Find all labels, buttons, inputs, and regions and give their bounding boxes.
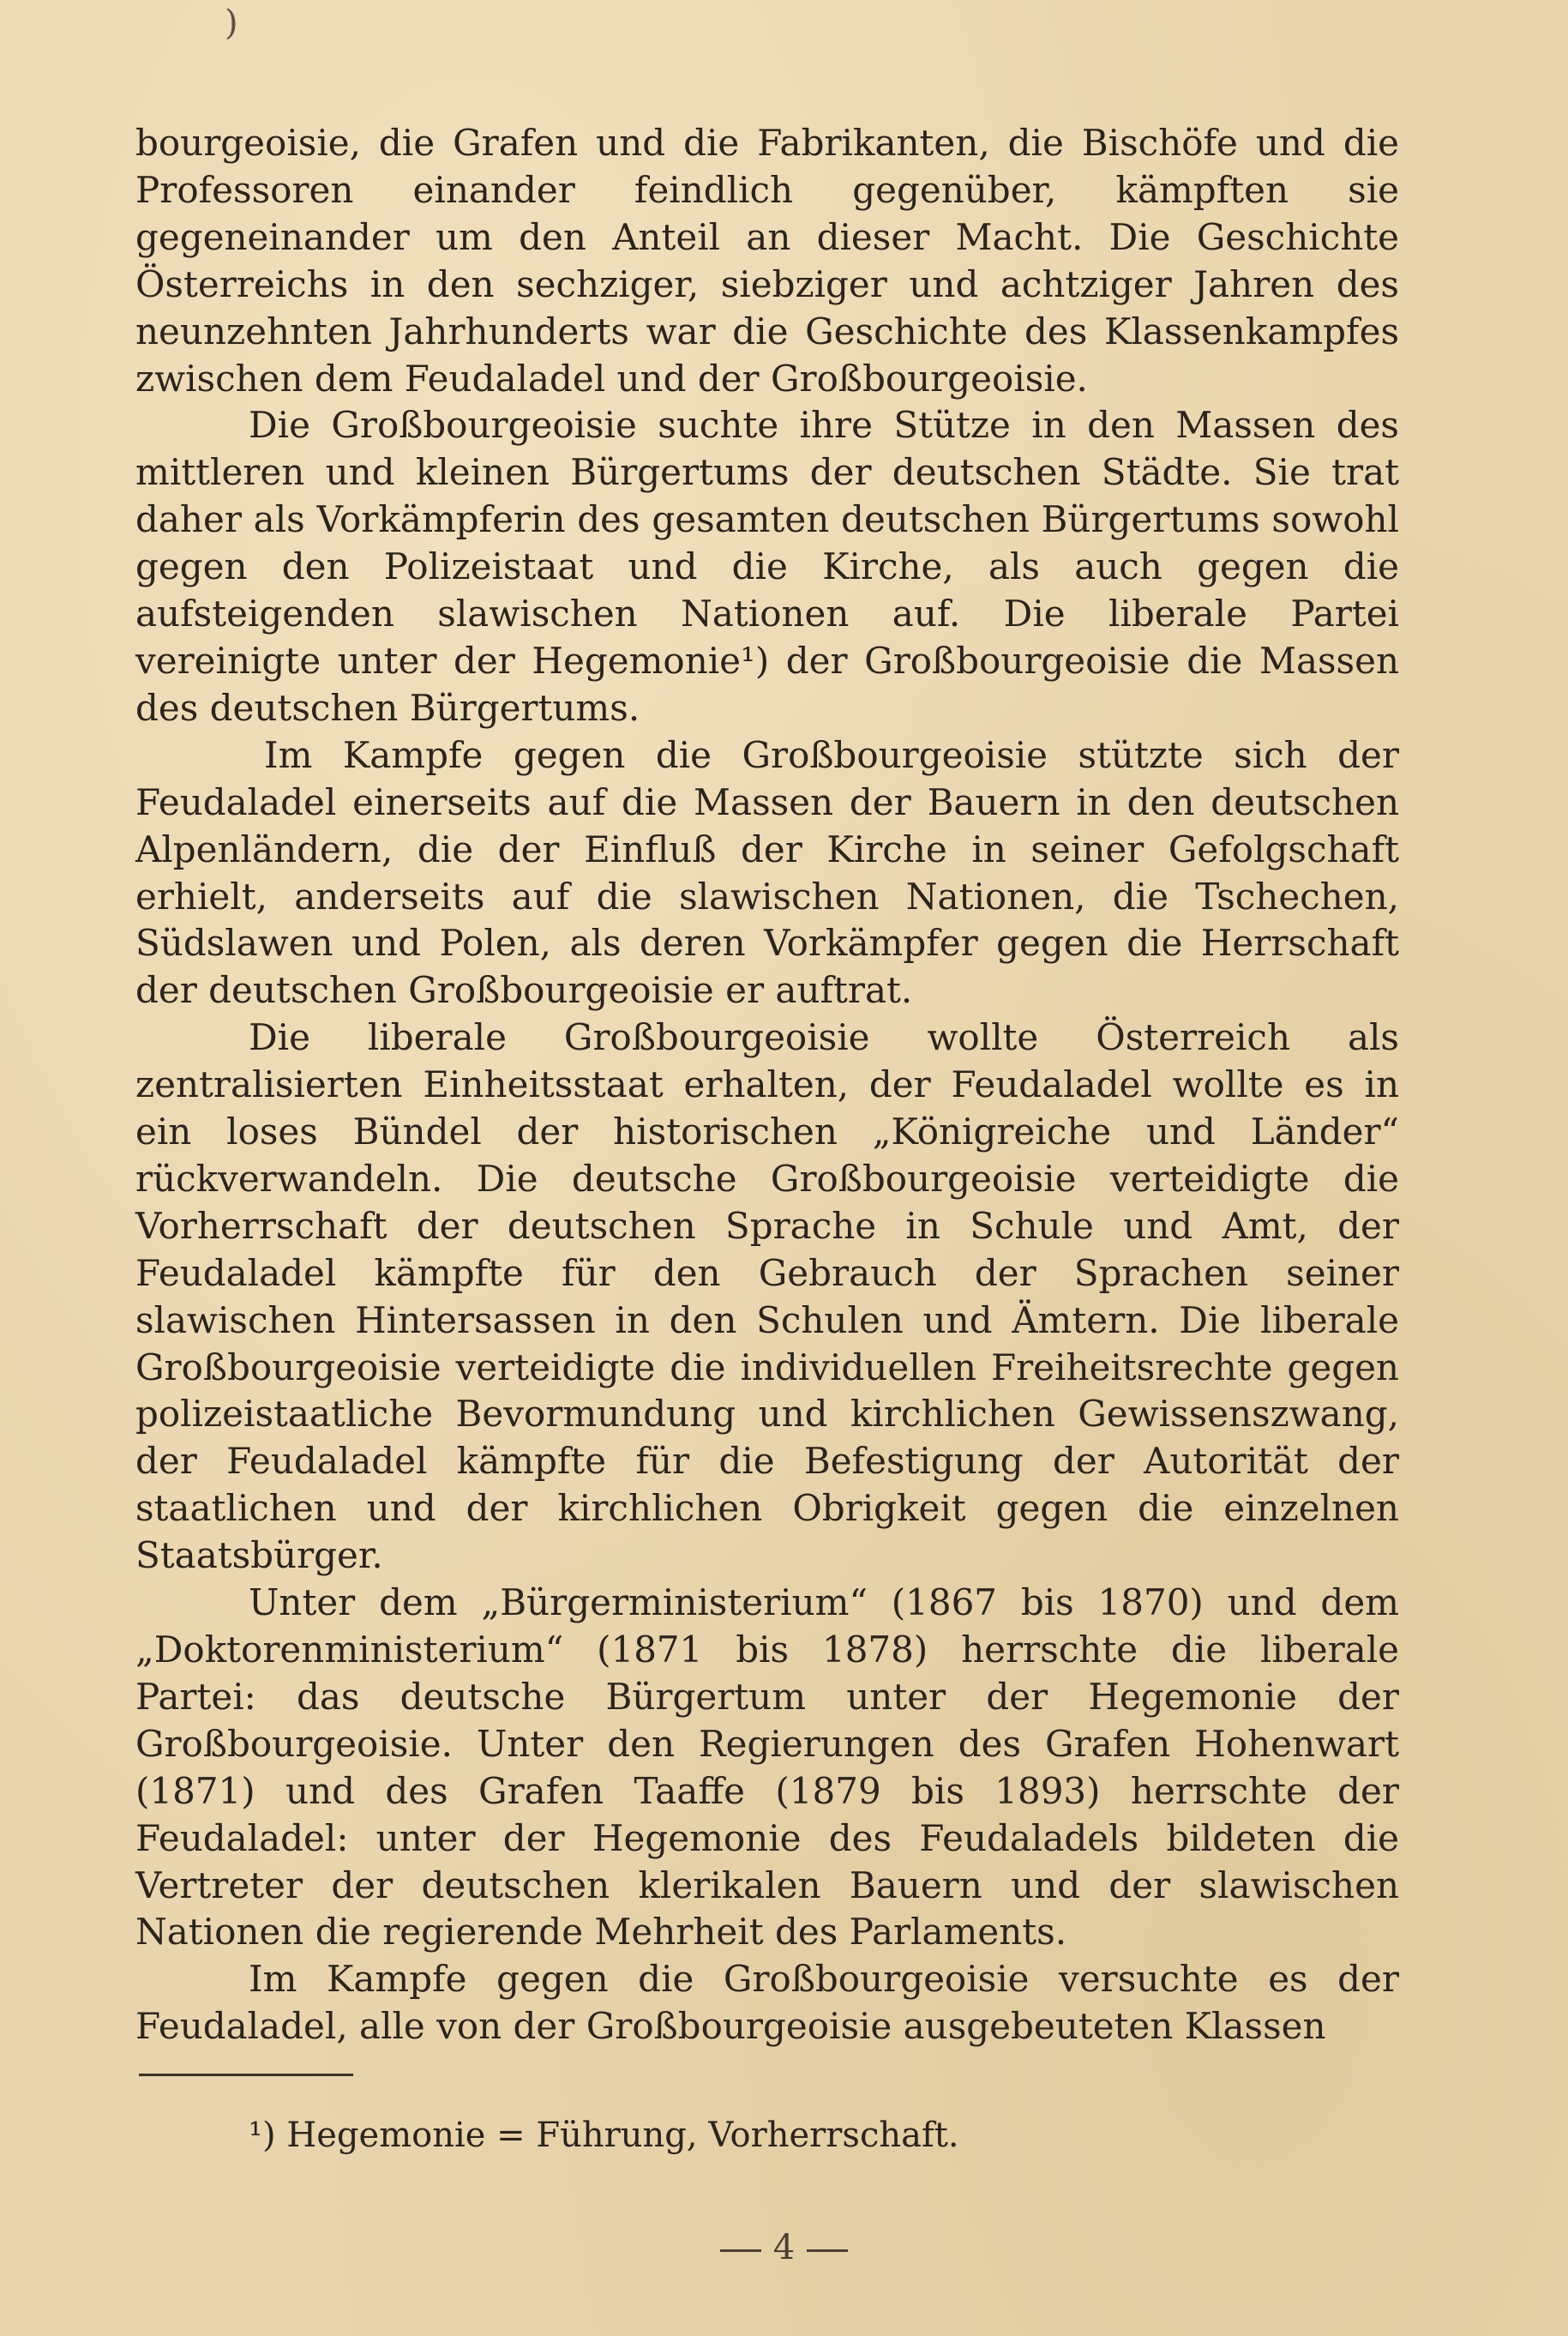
- corner-mark: ): [225, 3, 238, 43]
- footnote: ¹) Hegemonie = Führung, Vorherrschaft.: [249, 2116, 959, 2155]
- page-number-container: [0, 2228, 1568, 2267]
- footnote-divider: [139, 2074, 353, 2076]
- paragraph-2: Die Großbourgeoisie suchte ihre Stütze in den Massen des mittleren und kleinen Bürgertums der deutschen Städte. Sie trat daher als Vorkämpferin des gesamten deutschen Bürgertums sowohl gegen den Polizeistaat und die Kirche, als auch gegen die aufsteigenden slawischen Nationen auf. Die liberale Partei vereinigte unter der Hegemonie¹) der Großbourgeoisie die Massen des deutschen Bürgertums.: [135, 404, 1399, 729]
- page-number-dash-left: [720, 2249, 761, 2252]
- paragraph-6: Im Kampfe gegen die Großbourgeoisie versuchte es der Feudaladel, alle von der Großbourgeoisie ausgebeuteten Klassen: [135, 1958, 1399, 2048]
- paragraph-3: Im Kampfe gegen die Großbourgeoisie stützte sich der Feudaladel einerseits auf die Massen der Bauern in den deutschen Alpenländern, die der Einfluß der Kirche in seiner Gefolgschaft erhielt, anderseits auf die slawischen Nationen, die Tschechen, Südslawen und Polen, als deren Vorkämpfer gegen die Herrschaft der deutschen Großbourgeoisie er auftrat.: [135, 733, 1399, 1012]
- page-number: 4: [772, 2228, 796, 2267]
- body-text: [135, 120, 1399, 2050]
- page-number-dash-right: [807, 2249, 848, 2252]
- paragraph-4: Die liberale Großbourgeoisie wollte Österreich als zentralisierten Einheitsstaat erhalten, der Feudaladel wollte es in ein loses Bündel der historischen „Königreiche und Länder“ rückverwandeln. Die deutsche Großbourgeoisie verteidigte die Vorherrschaft der deutschen Sprache in Schule und Amt, der Feudaladel kämpfte für den Gebrauch der Sprachen seiner slawischen Hintersassen in den Schulen und Ämtern. Die liberale Großbourgeoisie verteidigte die individuellen Freiheitsrechte gegen polizeistaatliche Bevormundung und kirchlichen Gewissenszwang, der Feudaladel kämpfte für die Befestigung der Autorität der staatlichen und der kirchlichen Obrigkeit gegen die einzelnen Staatsbürger.: [135, 1016, 1399, 1577]
- paragraph-1: bourgeoisie, die Grafen und die Fabrikanten, die Bischöfe und die Professoren einander feindlich gegenüber, kämpften sie gegeneinander um den Anteil an dieser Macht. Die Geschichte Österreichs in den sechziger, siebziger und achtziger Jahren des neunzehnten Jahrhunderts war die Geschichte des Klassenkampfes zwischen dem Feudaladel und der Großbourgeoisie.: [135, 122, 1399, 400]
- paragraph-5: Unter dem „Bürgerministerium“ (1867 bis 1870) und dem „Doktorenministerium“ (1871 bis 1878) herrschte die liberale Partei: das deutsche Bürgertum unter der Hegemonie der Großbourgeoisie. Unter den Regierungen des Grafen Hohenwart (1871) und des Grafen Taaffe (1879 bis 1893) herrschte der Feudaladel: unter der Hegemonie des Feudaladels bildeten die Vertreter der deutschen klerikalen Bauern und der slawischen Nationen die regierende Mehrheit des Parlaments.: [135, 1581, 1399, 1954]
